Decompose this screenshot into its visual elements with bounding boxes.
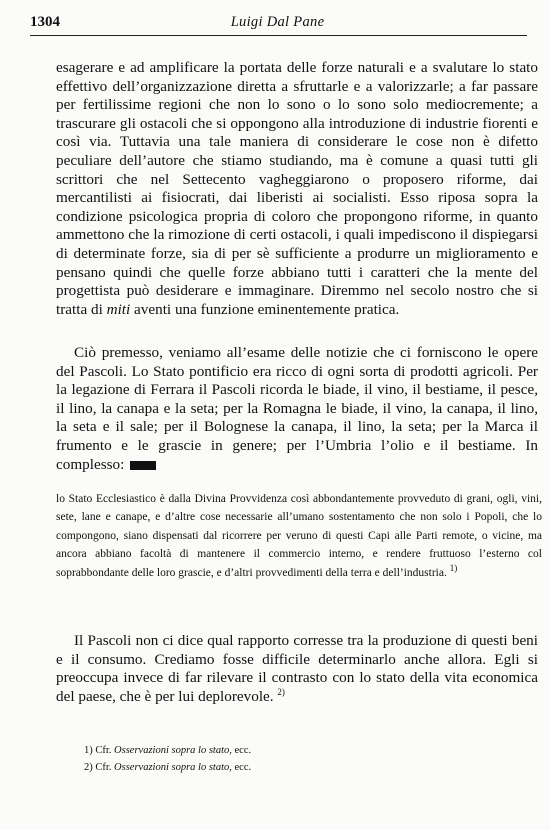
footnote-1-mark: 1)	[84, 745, 93, 756]
footnote-1-title: Osservazioni sopra lo stato,	[114, 745, 232, 756]
page-number: 1304	[30, 14, 60, 30]
paragraph-1-text: esagerare e ad amplificare la portata delle forze naturali e a svalutare lo stato effettivo dell’organizzazione diretta a sfruttarle e a valorizzarle; a far passare per fertilissime regioni che non lo sono o lo sono solo mediocremente; a trascurare gli ostacoli che si oppongono alla introduzione di industrie fiorenti e così via. Tuttavia una tale maniera di considerare le cose non è difetto peculiare dell’autore che stiamo studiando, ma è comune a quasi tutti gli scrittori che nel Settecento vagheggiarono o proposero riforme, dai mercantilisti ai fisiocrati, dai liberisti ai socialisti. Esso riposa sopra la condizione psicologica propria di coloro che propongono riforme, in quanto ammettono che la rimozione di certi ostacoli, i quali impediscono il dispiegarsi di determinate forze, sia di per sè sufficiente a produrre un miglioramento e pensano quindi che quelle forze abbiano tutti i caratteri che la mente del progettista può desiderare e immaginare. Diremmo nel secolo nostro che si tratta di	[56, 59, 538, 318]
ink-mark	[130, 461, 156, 470]
body-paragraph-3	[56, 632, 538, 706]
footnote-1-abbr: Cfr.	[95, 745, 112, 756]
paragraph-2-text: Ciò premesso, veniamo all’esame delle notizie che ci forniscono le opere del Pascoli. Lo Stato pontificio era ricco di ogni sorta di prodotti agricoli. Per la legazione di Ferrara il Pascoli ricorda le biade, il vino, il bestiame, il pesce, il lino, la canapa e la seta; per la Romagna le biade, il vino, la canapa, il lino, la seta e il sale; per il Bolognese la canapa, il lino, la seta; per la Marca il frumento e le grascie in genere; per l’Umbria l’olio e il bestiame. In complesso:	[56, 344, 538, 473]
paragraph-1-italic: miti	[106, 300, 131, 318]
running-head: Luigi Dal Pane	[230, 14, 325, 30]
footnote-1	[84, 742, 484, 759]
quote-text: lo Stato Ecclesiastico è dalla Divina Provvidenza così abbondantemente provveduto di grani, ogli, vini, sete, lane e canape, e d’altre cose necessarie all’umano sostentamento che non solo i Popoli, che lo compongono, siano dispensati dal ricorrere per veruno di questi Capi alle Parti remote, o vicine, ma ancora abbiano facoltà di mantenere il commercio interno, e rendere fruttuoso l’esterno col soprabbondante delle loro grascie, e d’altri provvedimenti della terra e dell’industria.	[56, 493, 542, 579]
footnote-2-title: Osservazioni sopra lo stato,	[114, 762, 232, 773]
body-paragraph-2	[56, 344, 538, 474]
footnote-ref-2: 2)	[277, 686, 285, 697]
paragraph-1-end: aventi una funzione eminentemente pratica.	[134, 300, 400, 318]
footnote-1-rest: ecc.	[234, 745, 252, 756]
footnote-2	[84, 759, 484, 776]
body-paragraph-1	[56, 59, 538, 319]
paragraph-3-text: Il Pascoli non ci dice qual rapporto corresse tra la produzione di questi beni e il consumo. Crediamo fosse difficile determinarlo anche allora. Egli si preoccupa invece di far rilevare il contrasto con lo stato della vita economica del paese, che è per lui deplorevole.	[56, 632, 538, 705]
footnotes	[84, 742, 484, 776]
footnote-2-mark: 2)	[84, 762, 93, 773]
page-header	[30, 12, 525, 32]
footnote-ref-1: 1)	[449, 562, 458, 573]
footnote-2-abbr: Cfr.	[95, 762, 112, 773]
block-quote	[56, 490, 542, 582]
header-rule	[30, 35, 527, 36]
footnote-2-rest: ecc.	[234, 762, 252, 773]
